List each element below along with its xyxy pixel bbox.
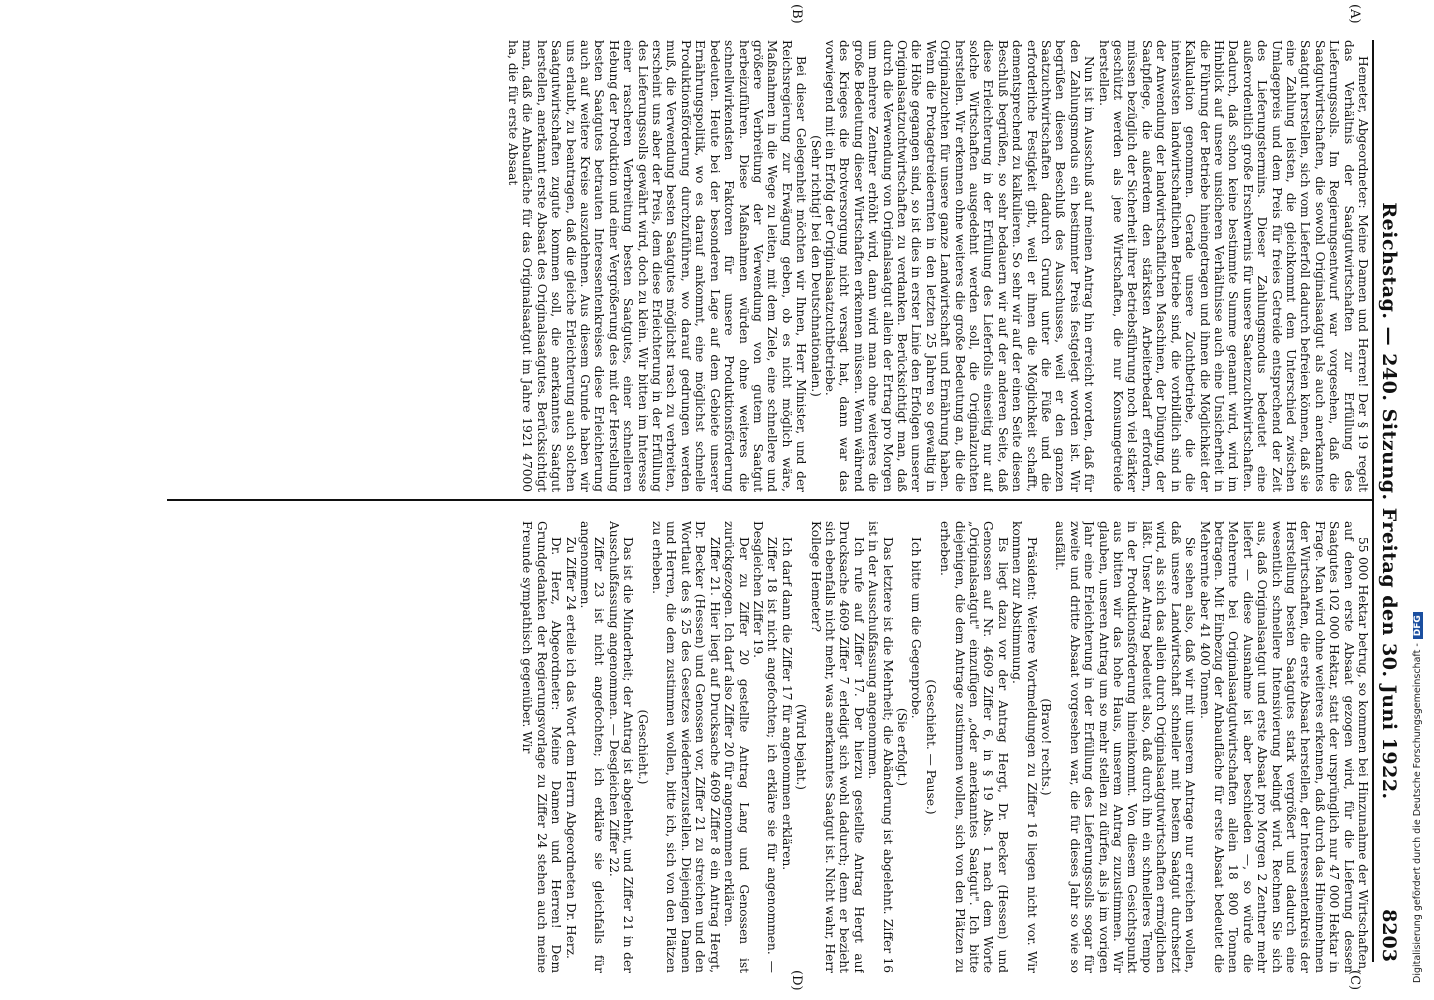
paragraph: Dr. Herz, Abgeordneter: Meine Damen und Herren! Dem Grundgedanken der Regierungsvorlage zu Ziffer 24 stehen auch meine Freunde sympathisch gegenüber. Wir	[520, 521, 564, 973]
paragraph: Zu Ziffer 24 erteile ich das Wort dem Herrn Abgeordneten Dr. Herz.	[563, 537, 578, 959]
interjection: (Geschieht. — Pause.)	[923, 679, 938, 815]
paragraph: Ich darf dann die Ziffer 17 für angenommen erklären.	[779, 537, 794, 871]
funding-credit	[1412, 612, 1423, 983]
column-divider	[167, 499, 1372, 501]
page-header	[1372, 40, 1416, 962]
interjection: (Wird bejaht.)	[794, 704, 809, 790]
left-column	[170, 40, 1370, 492]
right-column	[170, 521, 1370, 973]
paragraph: Der zu Ziffer 20 gestellte Antrag Lang und Genossen ist zurückgezogen. Ich darf also Ziffer 20 für angenommen erklären.	[722, 521, 751, 973]
margin-letter-d: (D)	[789, 970, 804, 991]
interjection: (Bravo! rechts.)	[1039, 698, 1054, 796]
margin-letter-b: (B)	[789, 4, 804, 24]
paragraph: Ziffer 21. Hier liegt auf Drucksache 4609 Ziffer 8 ein Antrag Hergt, Dr. Becker (Hessen) und Genossen vor, Ziffer 21 zu streichen und den Wortlaut des § 25 des Gesetzes wiederherzustellen. Diejenigen Damen und Herren, die dem zustimmen wollen, bitte ich, sich von den Plätzen zu erheben.	[650, 521, 722, 973]
credit-text: Digitalisierung gefördert durch die Deutsche Forschungsgemeinschaft -	[1412, 643, 1423, 983]
interjection: (Sie erfolgt.)	[895, 707, 909, 787]
interjection: (Sehr richtig! bei den Deutschnationalen.)	[808, 135, 823, 397]
paragraph: Hemeter, Abgeordneter: Meine Damen und Herren! Der § 19 regelt das Verhältnis der Saatgutwirtschaften zur Erfüllung des Lieferungssolls. Im Regierungsentwurf war vorgesehen, daß die Saatgutwirtschaften, die sowohl Originalsaatgut als auch anerkanntes Saatgut herstellen, sich vom Lieferfoll dadurch befreien können, daß sie eine Zahlung leisten, die gleichkommt dem Unterschied zwischen Umlagepreis und dem Preis für freies Getreide entsprechend der Zeit des Lieferungstermins. Dieser Zahlungsmodus bedeutet eine außerordentlich große Erschwernis für unsere Saatenzuchtwirtschaften. Dadurch, daß schon keine bestimmte Summe genannt wird, wird im Hinblick auf unsere unsicheren Verhältnisse auch eine Unsicherheit in die Führung der Betriebe hineingetragen und ihnen die Möglichkeit der Kalkulation genommen. Gerade unsere Zuchtbetriebe, die die intensivsten landwirtschaftlichen Betriebe sind, die vorbildlich sind in der Anwendung der landwirtschaftlichen Maschinen, der Düngung, der Saatpflege, die außerdem den stärksten Arbeiterbedarf erfordern, müssen bezüglich der Sicherheit ihrer Betriebsführung noch viel stärker geschützt werden als jene Wirtschaften, die nur Konsumgetreide herstellen.	[1096, 40, 1370, 492]
paragraph: Das letztere ist die Mehrheit; die Abänderung ist abgelehnt. Ziffer 16 ist in der Ausschußfassung angenommen.	[866, 521, 895, 973]
paragraph: Nun ist im Ausschuß auf meinen Antrag hin erreicht worden, daß für den Zahlungsmodus ein bestimmter Preis festgelegt worden ist. Wir begrüßen diesen Beschluß des Ausschusses, weil er den ganzen Saatzuchtwirtschaften dadurch Grund unter die Füße und die erforderliche Festigkeit gibt, weil er ihnen die Möglichkeit schafft, dementsprechend zu kalkulieren. So sehr wir auf der einen Seite diesen Beschluß begrüßen, so sehr bedauern wir auf der anderen Seite, daß diese Erleichterung in der Erfüllung des Lieferfolls einseitig nur auf solche Wirtschaften ausgedehnt werden soll, die Originalzuchten herstellen. Wir erkennen ohne weiteres die große Bedeutung an, die die Originalzuchten für unsere ganze Landwirtschaft und Ernährung haben. Wenn die Protagetreideernten in den letzten 25 Jahren so gewaltig in die Höhe gegangen sind, so ist dies in erster Linie den Erfolgen unserer Originalsaatzuchtwirtschaften zu verdanken. Berücksichtigt man, daß durch die Verwendung von Originalsaatgut allein der Ertrag pro Morgen um mehrere Zentner erhöht wird, dann wird man ohne weiteres die große Bedeutung dieser Wirtschaften erkennen müssen. Wenn während des Krieges die Brotversorgung nicht versagt hat, dann war das vorwiegend mit ein Erfolg der Originalsaatzuchtbetriebe.	[822, 40, 1097, 492]
paragraph: Ich rufe auf Ziffer 17. Der hierzu gestellte Antrag Hergt auf Drucksache 4609 Ziffer 7 erledigt sich wohl dadurch; denn er bezieht sich ebenfalls nicht mehr, was anerkanntes Saatgut ist. Nicht wahr, Herr Kollege Hemeter?	[808, 521, 866, 973]
paragraph: Ziffer 18 ist nicht angefochten; ich erkläre sie für angenommen. — Desgleichen Ziffer 19.	[750, 521, 780, 973]
dfg-logo: DFG	[1413, 612, 1423, 639]
page-number: 8203	[1378, 909, 1400, 962]
paragraph: Sie sehen also, daß wir mit unserem Antrage nur erreichen wollen, daß unsere Landwirtschaft schneller mit bestem Saatgut durchsetzt wird, als sich das allein durch Originalsaatgutwirtschaften ermöglichen läßt. Unser Antrag bedeutet also, daß durch ihn ein schnelleres Tempo in der Produktionsförderung hineinkommt. Von diesem Gesichtspunkt aus bitten wir das hohe Haus, unserem Antrag zuzustimmen. Wir glauben, unseren Antrag um so mehr stellen zu dürfen, als ja im vorigen Jahr eine Erleichterung in der Erfüllung des Lieferungssolls sogar für zweite und dritte Absaat vorgesehen war, die für dieses Jahr so wie so ausfällt.	[1053, 521, 1198, 973]
paragraph: Bei dieser Gelegenheit möchten wir Ihnen, Herr Minister, und der Reichsregierung zur Erwägung geben, ob es nicht möglich wäre, Maßnahmen in die Wege zu leiten, mit dem Ziele, eine schnellere und größere Verbreitung der Verwendung von gutem Saatgut herbeizuführen. Diese Maßnahmen würden ohne weiteres die schnellwirkendsten Faktoren für unsere Produktionsförderung bedeuten. Heute bei der besonderen Lage auf dem Gebiete unserer Ernährungspolitik, wo es darauf ankommt, eine möglichst schnelle Produktionsförderung durchzuführen, wo darauf gedrungen werden muß, die Verwendung besten Saatgutes möglichst rasch zu verbreiten, erscheint uns aber der Preis, dem diese Erleichterung in der Erfüllung des Lieferungssolls gewährt wird, doch zu klein. Wir bitten im Interesse einer rascheren Verbreitung besten Saatgutes, einer schnelleren Hebung der Produktion und einer Vergrößerung des mit der Herstellung besten Saatgutes betrauten Interessentenkreises diese Erleichterung auch auf weitere Kreise auszudehnen. Aus diesem Grunde haben wir uns erlaubt, zu beantragen, daß die gleiche Erleichterung auch solchen Saatgutwirtschaften zugute kommen soll, die anerkanntes Saatgut herstellen, anerkannt erste Absaat des Originalsaatgutes. Berücksichtigt man, daß die Anbaufläche für das Originalsaatgut im Jahre 1921 47000 ha, die für erste Absaat	[506, 40, 809, 492]
paragraph: Es liegt dazu vor der Antrag Hergt, Dr. Becker (Hessen) und Genossen auf Nr. 4609 Ziffer 6, in § 19 Abs. 1 nach dem Worte „Originalsaatgut" einzufügen „oder anerkanntes Saatgut". Ich bitte diejenigen, die dem Antrage zustimmen wollen, sich von den Plätzen zu erheben.	[938, 521, 1010, 973]
paragraph: Ziffer 23 ist nicht angefochten; ich erkläre sie gleichfalls für angenommen.	[578, 521, 607, 973]
paragraph: 55 000 Hektar betrug, so kommen bei Hinzunahme der Wirtschaften, auf denen erste Absaat gezogen wird, für die Lieferung dessen Saatgutes 102 000 Hektar, statt der ursprünglich nur 47 000 Hektar in Frage. Man wird ohne weiteres erkennen, daß durch das Hineinnehmen der Wirtschaften, die erste Absaat herstellen, der Interessentenkreis der Herstellung besten Saatgutes stark vergrößert und dadurch eine wesentlich schnellere Intensivierung bedingt wird. Rechnen Sie sich aus, daß Originalsaatgut und erste Absaat pro Morgen 2 Zentner mehr liefert — diese Ausnahme ist aber beschieden —, so würde die Mehrernte bei Originalsaatgutwirtschaften allein 18 800 Tonnen betragen. Mit Einbezug der Anbaufläche für erste Absaat bedeutet die Mehrernte aber 41 400 Tonnen.	[1197, 521, 1370, 973]
page-title: Reichstag. — 240. Sitzung. Freitag den 30. Juni 1922.	[1378, 202, 1400, 800]
paragraph: Das ist die Minderheit; der Antrag ist abgelehnt, und Ziffer 21 in der Ausschußfassung angenommen. — Desgleichen Ziffer 22.	[606, 521, 636, 973]
interjection: (Geschieht.)	[635, 709, 650, 785]
paragraph: Ich bitte um die Gegenprobe.	[909, 537, 924, 719]
paragraph: Präsident: Weitere Wortmeldungen zu Ziffer 16 liegen nicht vor. Wir kommen zur Abstimmung.	[1010, 521, 1039, 973]
margin-letter-a: (A)	[1347, 4, 1362, 24]
margin-letter-c: (C)	[1347, 970, 1362, 991]
